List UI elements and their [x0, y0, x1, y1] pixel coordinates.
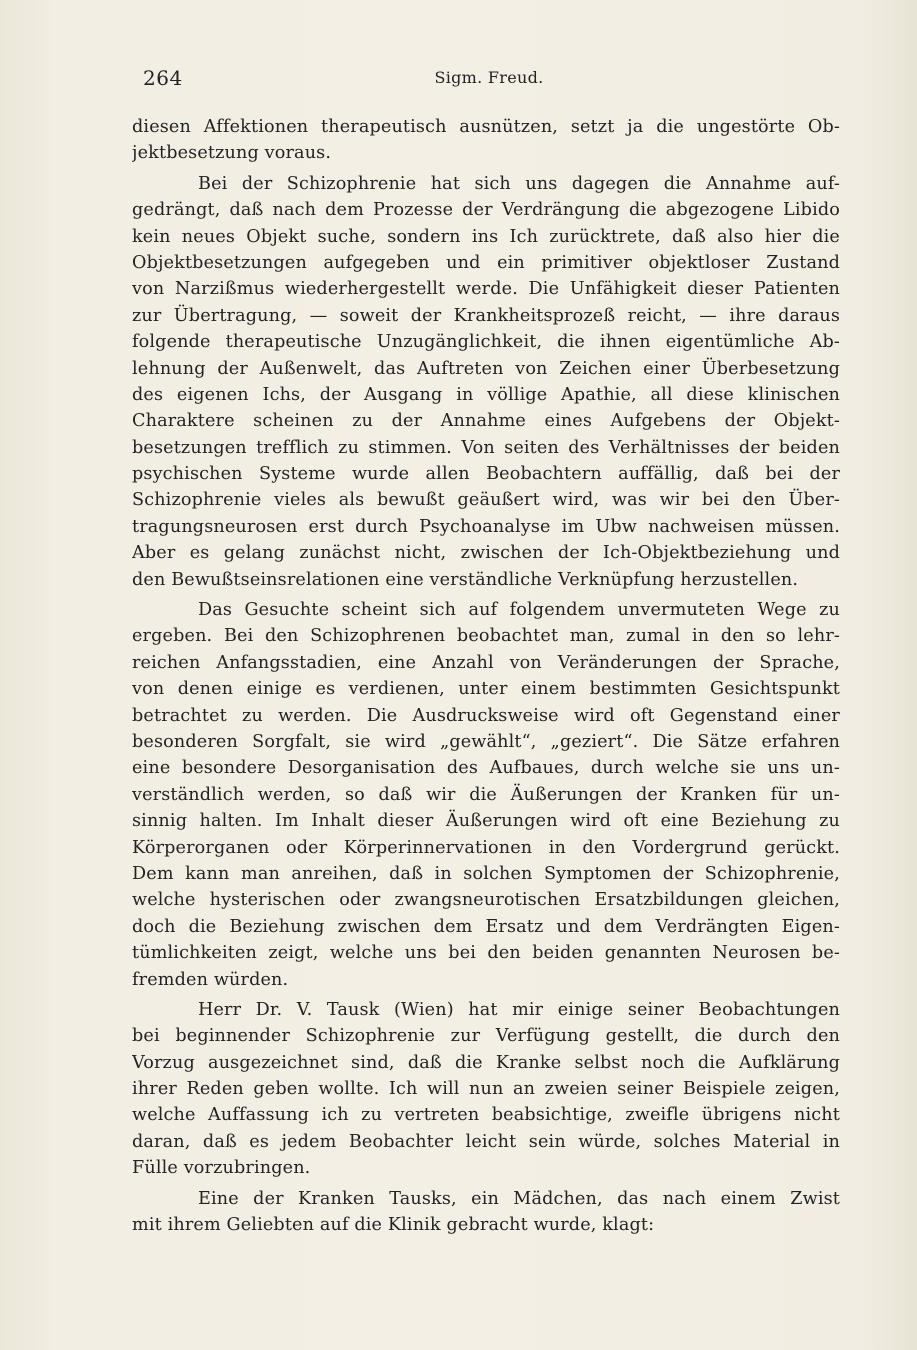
text-line: folgende therapeutische Unzugänglichkeit, die ihnen eigentümliche Ab-: [132, 332, 840, 353]
text-line: Das Gesuchte scheint sich auf folgendem unvermuteten Wege zu: [198, 600, 840, 621]
text-line: Schizophrenie vieles als bewußt geäußert wird, was wir bei den Über-: [132, 490, 840, 511]
text-line: jektbesetzung voraus.: [132, 143, 332, 164]
page-number: 264: [143, 66, 183, 90]
text-line: Objektbesetzungen aufgegeben und ein primitiver objektloser Zustand: [132, 252, 840, 273]
text-line: Bei der Schizophrenie hat sich uns dagegen die Annahme auf-: [198, 173, 840, 194]
text-line: betrachtet zu werden. Die Ausdrucksweise wird oft Gegenstand einer: [132, 705, 840, 726]
text-line: den Bewußtseinsrelationen eine verständliche Verknüpfung herzustellen.: [132, 569, 799, 590]
text-line: besonderen Sorgfalt, sie wird „gewählt“, „geziert“. Die Sätze erfahren: [132, 731, 840, 752]
text-line: welche hysterischen oder zwangsneurotischen Ersatzbildungen gleichen,: [132, 890, 840, 911]
text-line: Dem kann man anreihen, daß in solchen Symptomen der Schizophrenie,: [132, 863, 840, 884]
running-head: Sigm. Freud.: [434, 68, 544, 87]
text-line: eine besondere Desorganisation des Aufbaues, durch welche sie uns un-: [132, 758, 840, 779]
page-header: [143, 66, 835, 96]
text-line: welche Auffassung ich zu vertreten beabsichtige, zweifle übrigens nicht: [132, 1105, 840, 1126]
text-line: besetzungen trefflich zu stimmen. Von seiten des Verhältnisses der beiden: [132, 437, 840, 458]
text-line: verständlich werden, so daß wir die Äußerungen der Kranken für un-: [132, 784, 840, 805]
text-line: ihrer Reden geben wollte. Ich will nun an zweien seiner Beispiele zeigen,: [132, 1079, 840, 1100]
text-line: diesen Affektionen therapeutisch ausnützen, setzt ja die ungestörte Ob-: [132, 117, 840, 137]
text-line: tragungsneurosen erst durch Psychoanalyse im Ubw nachweisen müssen.: [132, 516, 840, 537]
text-line: ergeben. Bei den Schizophrenen beobachtet man, zumal in den so lehr-: [132, 626, 840, 647]
text-line: des eigenen Ichs, der Ausgang in völlige Apathie, all diese klinischen: [132, 384, 840, 405]
paragraph: [132, 114, 840, 167]
paragraph: [132, 1186, 840, 1239]
body-text: [132, 114, 840, 1242]
text-line: bei beginnender Schizophrenie zur Verfügung gestellt, die durch den: [132, 1026, 840, 1047]
text-line: Vorzug ausgezeichnet sind, daß die Kranke selbst noch die Aufklärung: [132, 1052, 840, 1073]
text-line: Eine der Kranken Tausks, ein Mädchen, das nach einem Zwist: [198, 1188, 840, 1209]
paragraph: [132, 597, 840, 993]
text-line: gedrängt, daß nach dem Prozesse der Verdrängung die abgezogene Libido: [132, 200, 840, 221]
text-line: Herr Dr. V. Tausk (Wien) hat mir einige seiner Beobachtungen: [198, 999, 840, 1020]
text-line: kein neues Objekt suche, sondern ins Ich zurücktrete, daß also hier die: [132, 226, 840, 247]
text-line: Körperorganen oder Körperinnervationen in den Vordergrund gerückt.: [132, 837, 840, 858]
text-line: reichen Anfangsstadien, eine Anzahl von Veränderungen der Sprache,: [132, 652, 840, 673]
text-line: fremden würden.: [132, 969, 289, 990]
text-line: von denen einige es verdienen, unter einem bestimmten Gesichtspunkt: [132, 679, 840, 700]
text-line: Fülle vorzubringen.: [132, 1158, 311, 1179]
text-line: lehnung der Außenwelt, das Auftreten von Zeichen einer Überbesetzung: [132, 358, 840, 379]
text-line: daran, daß es jedem Beobachter leicht sein würde, solches Material in: [132, 1131, 840, 1152]
text-line: von Narzißmus wiederhergestellt werde. Die Unfähigkeit dieser Patienten: [132, 279, 840, 300]
text-line: Aber es gelang zunächst nicht, zwischen der Ich-Objektbeziehung und: [132, 543, 840, 564]
text-line: Charaktere scheinen zu der Annahme eines Aufgebens der Objekt-: [132, 411, 840, 432]
paragraph: [132, 997, 840, 1182]
text-line: mit ihrem Geliebten auf die Klinik gebracht wurde, klagt:: [132, 1215, 655, 1236]
paragraph: [132, 171, 840, 593]
text-line: zur Übertragung, — soweit der Krankheitsprozeß reicht, — ihre daraus: [132, 305, 840, 326]
text-line: psychischen Systeme wurde allen Beobachtern auffällig, daß bei der: [132, 464, 840, 485]
text-line: sinnig halten. Im Inhalt dieser Äußerungen wird oft eine Beziehung zu: [132, 811, 840, 832]
text-line: tümlichkeiten zeigt, welche uns bei den beiden genannten Neurosen be-: [132, 943, 840, 964]
text-line: doch die Beziehung zwischen dem Ersatz und dem Verdrängten Eigen-: [132, 916, 840, 937]
